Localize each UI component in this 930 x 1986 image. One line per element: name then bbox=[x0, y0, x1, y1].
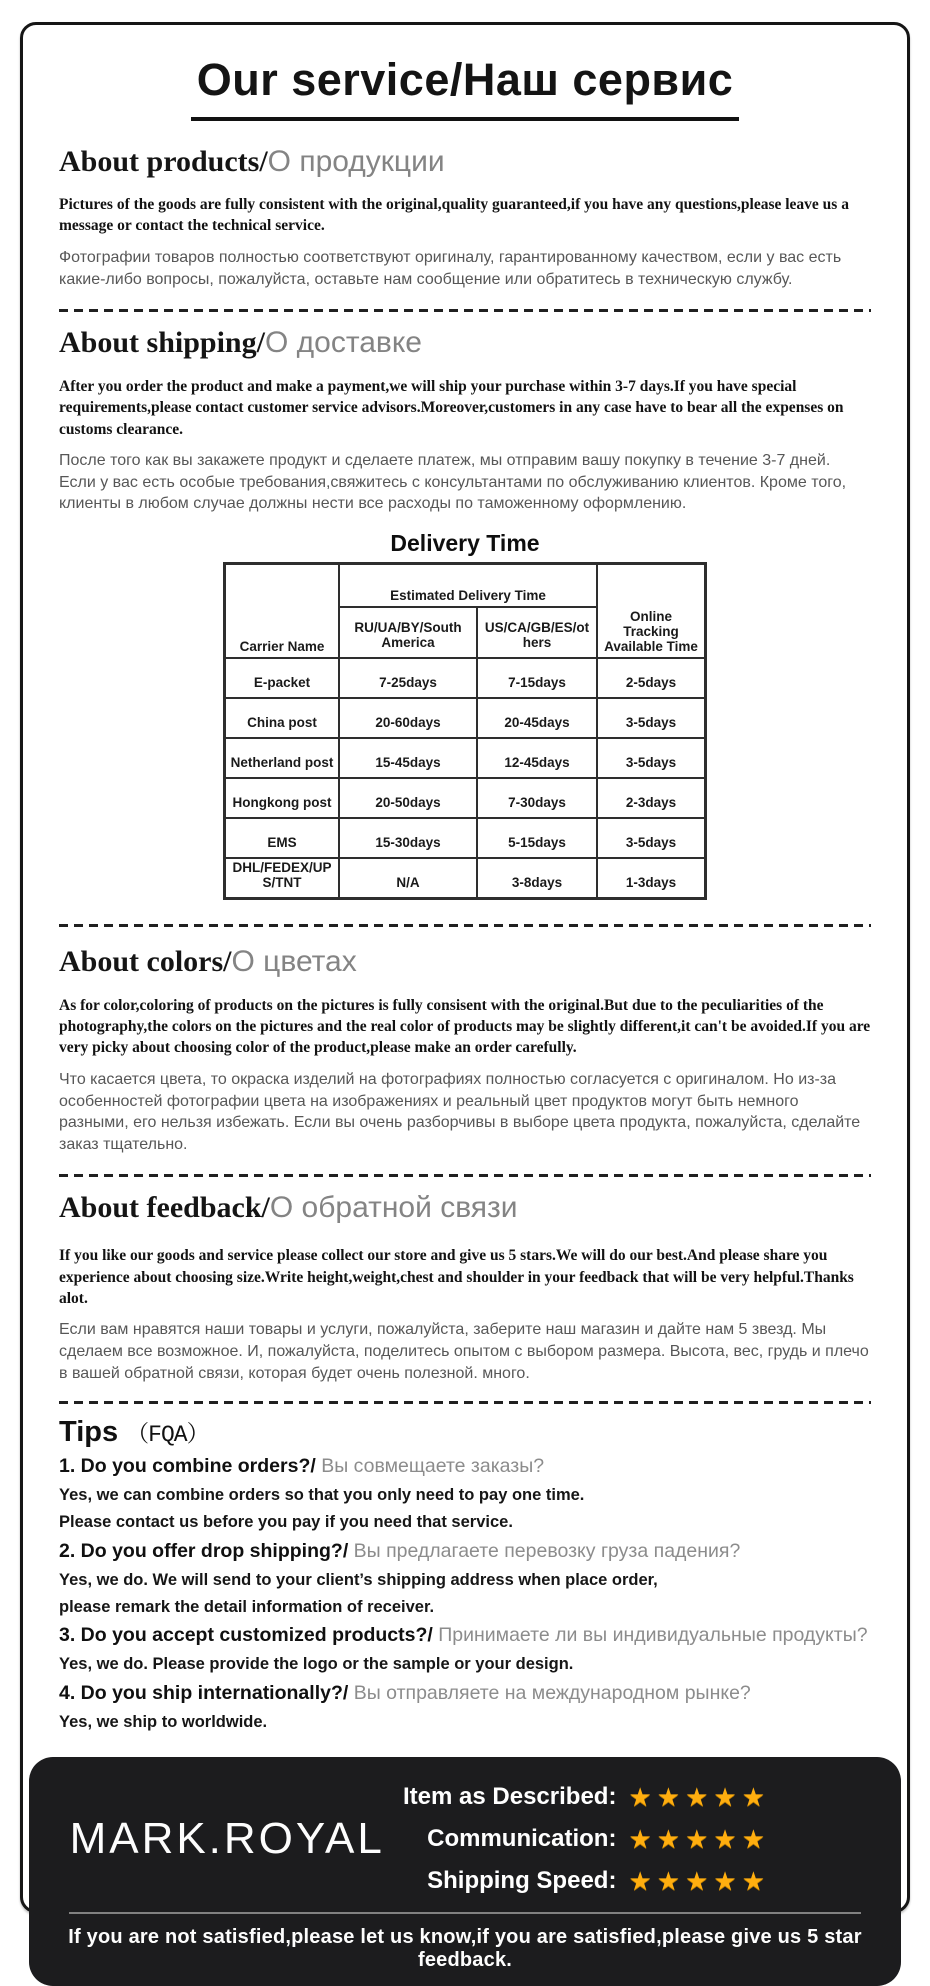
tips-heading-title: Tips bbox=[59, 1415, 119, 1448]
star-icon: ★ bbox=[656, 1782, 681, 1812]
us-days-cell: 20-45days bbox=[477, 698, 597, 738]
ru-days-cell: N/A bbox=[339, 858, 477, 899]
tips-question-2-en: 2. Do you offer drop shipping?/ bbox=[59, 1539, 349, 1562]
carrier-cell: DHL/FEDEX/UPS/TNT bbox=[225, 858, 340, 899]
about-colors-text-en: As for color,coloring of products on the pictures is fully consisent with the original.But due to the peculiarities of the photography,the colors on the pictures and the real color of products may be slightly different,it can't be avoided.If you are very picky about choosing color of the product,please make an order carefully. bbox=[59, 996, 871, 1057]
footer-divider bbox=[69, 1912, 861, 1914]
brand-logo: MARK.ROYAL bbox=[69, 1814, 385, 1863]
carrier-cell: China post bbox=[225, 698, 340, 738]
tracking-days-cell: 2-3days bbox=[597, 778, 706, 818]
page-title-en: Our service/ bbox=[196, 54, 463, 105]
tips-question-3 bbox=[59, 1623, 871, 1648]
about-colors-heading-ru: О цветах bbox=[231, 945, 357, 979]
about-shipping-heading-ru: О доставке bbox=[264, 326, 422, 360]
section-tips bbox=[59, 1416, 871, 1733]
tracking-days-cell: 1-3days bbox=[597, 858, 706, 899]
star-icon: ★ bbox=[685, 1782, 709, 1812]
rating-row-shipping-speed bbox=[399, 1867, 765, 1895]
about-products-text-en: Pictures of the goods are fully consistent with the original,quality guaranteed,if you have any questions,please leave us a message or contact the technical service. bbox=[59, 196, 849, 235]
about-shipping-heading-en: About shipping/ bbox=[59, 326, 265, 360]
tips-question-2 bbox=[59, 1539, 871, 1564]
about-products-heading-ru: О продукции bbox=[267, 144, 445, 178]
tips-question-4 bbox=[59, 1681, 871, 1706]
star-icon: ★ bbox=[685, 1866, 709, 1896]
about-feedback-heading-ru: О обратной связи bbox=[269, 1190, 518, 1224]
ru-days-cell: 20-60days bbox=[339, 698, 477, 738]
tips-answer: Yes, we do. Please provide the logo or the sample or your design. bbox=[59, 1655, 574, 1674]
star-icon: ★ bbox=[713, 1866, 737, 1896]
ratings-block bbox=[399, 1783, 875, 1895]
ru-days-cell: 15-45days bbox=[339, 738, 477, 778]
dashed-divider bbox=[59, 1174, 871, 1177]
five-star-rating bbox=[628, 1784, 765, 1810]
about-products-heading-en: About products/ bbox=[59, 144, 268, 178]
carrier-cell: Netherland post bbox=[225, 738, 340, 778]
about-feedback-text-ru: Если вам нравятся наши товары и услуги, пожалуйста, заберите наш магазин и дайте нам 5 звезд. Мы сделаем все возможное. И, пожалуйста, поделитесь опытом с выбором размера. Высота, вес, грудь и плечо в вашей обратной связи, которая будет очень полезной. много. bbox=[59, 1321, 869, 1382]
rating-row-communication bbox=[399, 1825, 765, 1853]
tips-question-2-ru: Вы предлагаете перевозку груза падения? bbox=[353, 1539, 741, 1562]
tracking-days-cell: 3-5days bbox=[597, 738, 706, 778]
delivery-table-header-tracking: Online Tracking Available Time bbox=[597, 564, 706, 659]
tips-question-1-ru: Вы совмещаете заказы? bbox=[321, 1454, 545, 1477]
section-about-shipping bbox=[59, 326, 871, 900]
about-shipping-text-ru: После того как вы закажете продукт и сделаете платеж, мы отправим вашу покупку в течение 3-7 дней. Если у вас есть особые требования,свяжитесь с консультантами по обслуживанию клиентов. Кроме того, клиенты в любом случае должны нести все расходы по таможенному оформлению. bbox=[59, 451, 847, 513]
rating-label: Shipping Speed: bbox=[427, 1867, 617, 1894]
tips-question-3-ru: Принимаете ли вы индивидуальные продукты? bbox=[438, 1624, 868, 1647]
five-star-rating bbox=[628, 1868, 765, 1894]
rating-label: Item as Described: bbox=[403, 1783, 617, 1810]
dashed-divider bbox=[59, 309, 871, 312]
tips-answer: Yes, we do. We will send to your client’s shipping address when place order, bbox=[59, 1570, 658, 1589]
about-colors-heading-en: About colors/ bbox=[59, 945, 232, 979]
star-icon: ★ bbox=[656, 1824, 681, 1854]
star-icon: ★ bbox=[713, 1782, 737, 1812]
delivery-table bbox=[223, 562, 707, 900]
about-shipping-heading bbox=[59, 326, 871, 361]
about-feedback-heading-en: About feedback/ bbox=[59, 1190, 270, 1224]
dashed-divider bbox=[59, 924, 871, 927]
about-feedback-text-en: If you like our goods and service please collect our store and give us 5 stars.We will do our best.And please share you experience about choosing size.Write height,weight,chest and shoulder in your feedback that will be very helpful.Thanks alot. bbox=[59, 1247, 854, 1307]
delivery-table-header-estimated: Estimated Delivery Time bbox=[339, 564, 597, 608]
section-about-feedback bbox=[59, 1191, 871, 1385]
ru-days-cell: 20-50days bbox=[339, 778, 477, 818]
page-title bbox=[191, 55, 740, 121]
table-row bbox=[225, 658, 706, 698]
footer-note: If you are not satisfied,please let us know,if you are satisfied,please give us 5 star feedback. bbox=[68, 1926, 862, 1971]
star-icon: ★ bbox=[685, 1824, 709, 1854]
ru-days-cell: 7-25days bbox=[339, 658, 477, 698]
rating-row-item-as-described bbox=[399, 1783, 765, 1811]
dashed-divider bbox=[59, 1401, 871, 1404]
table-row bbox=[225, 858, 706, 899]
carrier-cell: Hongkong post bbox=[225, 778, 340, 818]
table-row bbox=[225, 698, 706, 738]
tracking-days-cell: 2-5days bbox=[597, 658, 706, 698]
tips-heading bbox=[59, 1416, 871, 1449]
ru-days-cell: 15-30days bbox=[339, 818, 477, 858]
star-icon: ★ bbox=[628, 1866, 652, 1896]
carrier-cell: E-packet bbox=[225, 658, 340, 698]
tips-question-3-en: 3. Do you accept customized products?/ bbox=[59, 1624, 433, 1647]
us-days-cell: 12-45days bbox=[477, 738, 597, 778]
carrier-cell: EMS bbox=[225, 818, 340, 858]
star-icon: ★ bbox=[713, 1824, 737, 1854]
star-icon: ★ bbox=[741, 1824, 765, 1854]
rating-label: Communication: bbox=[427, 1825, 617, 1852]
five-star-rating bbox=[628, 1826, 765, 1852]
tips-question-1-en: 1. Do you combine orders?/ bbox=[59, 1454, 316, 1477]
section-about-colors bbox=[59, 945, 871, 1156]
table-row bbox=[225, 778, 706, 818]
tips-question-4-en: 4. Do you ship internationally?/ bbox=[59, 1681, 349, 1704]
tips-question-1 bbox=[59, 1454, 871, 1479]
tips-heading-fqa: （FQA） bbox=[126, 1421, 209, 1448]
about-feedback-heading bbox=[59, 1191, 871, 1226]
delivery-table-title: Delivery Time bbox=[390, 530, 540, 557]
about-colors-heading bbox=[59, 945, 871, 980]
star-icon: ★ bbox=[656, 1866, 681, 1896]
star-icon: ★ bbox=[628, 1824, 652, 1854]
footer-main-row bbox=[55, 1783, 875, 1895]
page-frame bbox=[20, 22, 910, 1971]
tips-answer: Please contact us before you pay if you need that service. bbox=[59, 1513, 513, 1532]
us-days-cell: 7-30days bbox=[477, 778, 597, 818]
section-about-products bbox=[59, 145, 871, 291]
page-content bbox=[23, 55, 907, 1986]
table-row bbox=[225, 818, 706, 858]
about-colors-text-ru: Что касается цвета, то окраска изделий на фотографиях полностью согласуется с оригиналом. Но из-за особенностей фотографии цвета на изображениях и реальный цвет продуктов могут быть немного разными, его нельзя избежать. Если вы очень разборчивы в выборе цвета продукта, пожалуйста, сделайте заказ тщательно. bbox=[59, 1070, 861, 1153]
about-products-heading bbox=[59, 145, 871, 180]
tracking-days-cell: 3-5days bbox=[597, 818, 706, 858]
brand-footer-panel bbox=[29, 1757, 901, 1986]
star-icon: ★ bbox=[741, 1782, 765, 1812]
tips-answer: Yes, we can combine orders so that you only need to pay one time. bbox=[59, 1486, 585, 1505]
page-title-ru: Наш сервис bbox=[462, 54, 734, 105]
star-icon: ★ bbox=[741, 1866, 765, 1896]
tips-answer: please remark the detail information of receiver. bbox=[59, 1597, 435, 1616]
delivery-table-header-us-region: US/CA/GB/ES/others bbox=[477, 607, 597, 658]
tips-question-4-ru: Вы отправляете на международном рынке? bbox=[353, 1681, 751, 1704]
about-products-text-ru: Фотографии товаров полностью соответствуют оригиналу, гарантированному качеством, если у вас есть какие-либо вопросы, пожалуйста, оставьте нам сообщение или обратитесь в техническую службу. bbox=[59, 248, 842, 288]
star-icon: ★ bbox=[628, 1782, 652, 1812]
us-days-cell: 7-15days bbox=[477, 658, 597, 698]
delivery-table-header-carrier: Carrier Name bbox=[225, 564, 340, 659]
about-shipping-text-en: After you order the product and make a payment,we will ship your purchase within 3-7 days.If you have special requirements,please contact customer service advisors.Moreover,customers in any case have to bear all the expenses on customs clearance. bbox=[59, 377, 844, 438]
tracking-days-cell: 3-5days bbox=[597, 698, 706, 738]
tips-answer: Yes, we ship to worldwide. bbox=[59, 1712, 268, 1731]
us-days-cell: 5-15days bbox=[477, 818, 597, 858]
table-row bbox=[225, 738, 706, 778]
us-days-cell: 3-8days bbox=[477, 858, 597, 899]
delivery-table-header-ru-region: RU/UA/BY/South America bbox=[339, 607, 477, 658]
